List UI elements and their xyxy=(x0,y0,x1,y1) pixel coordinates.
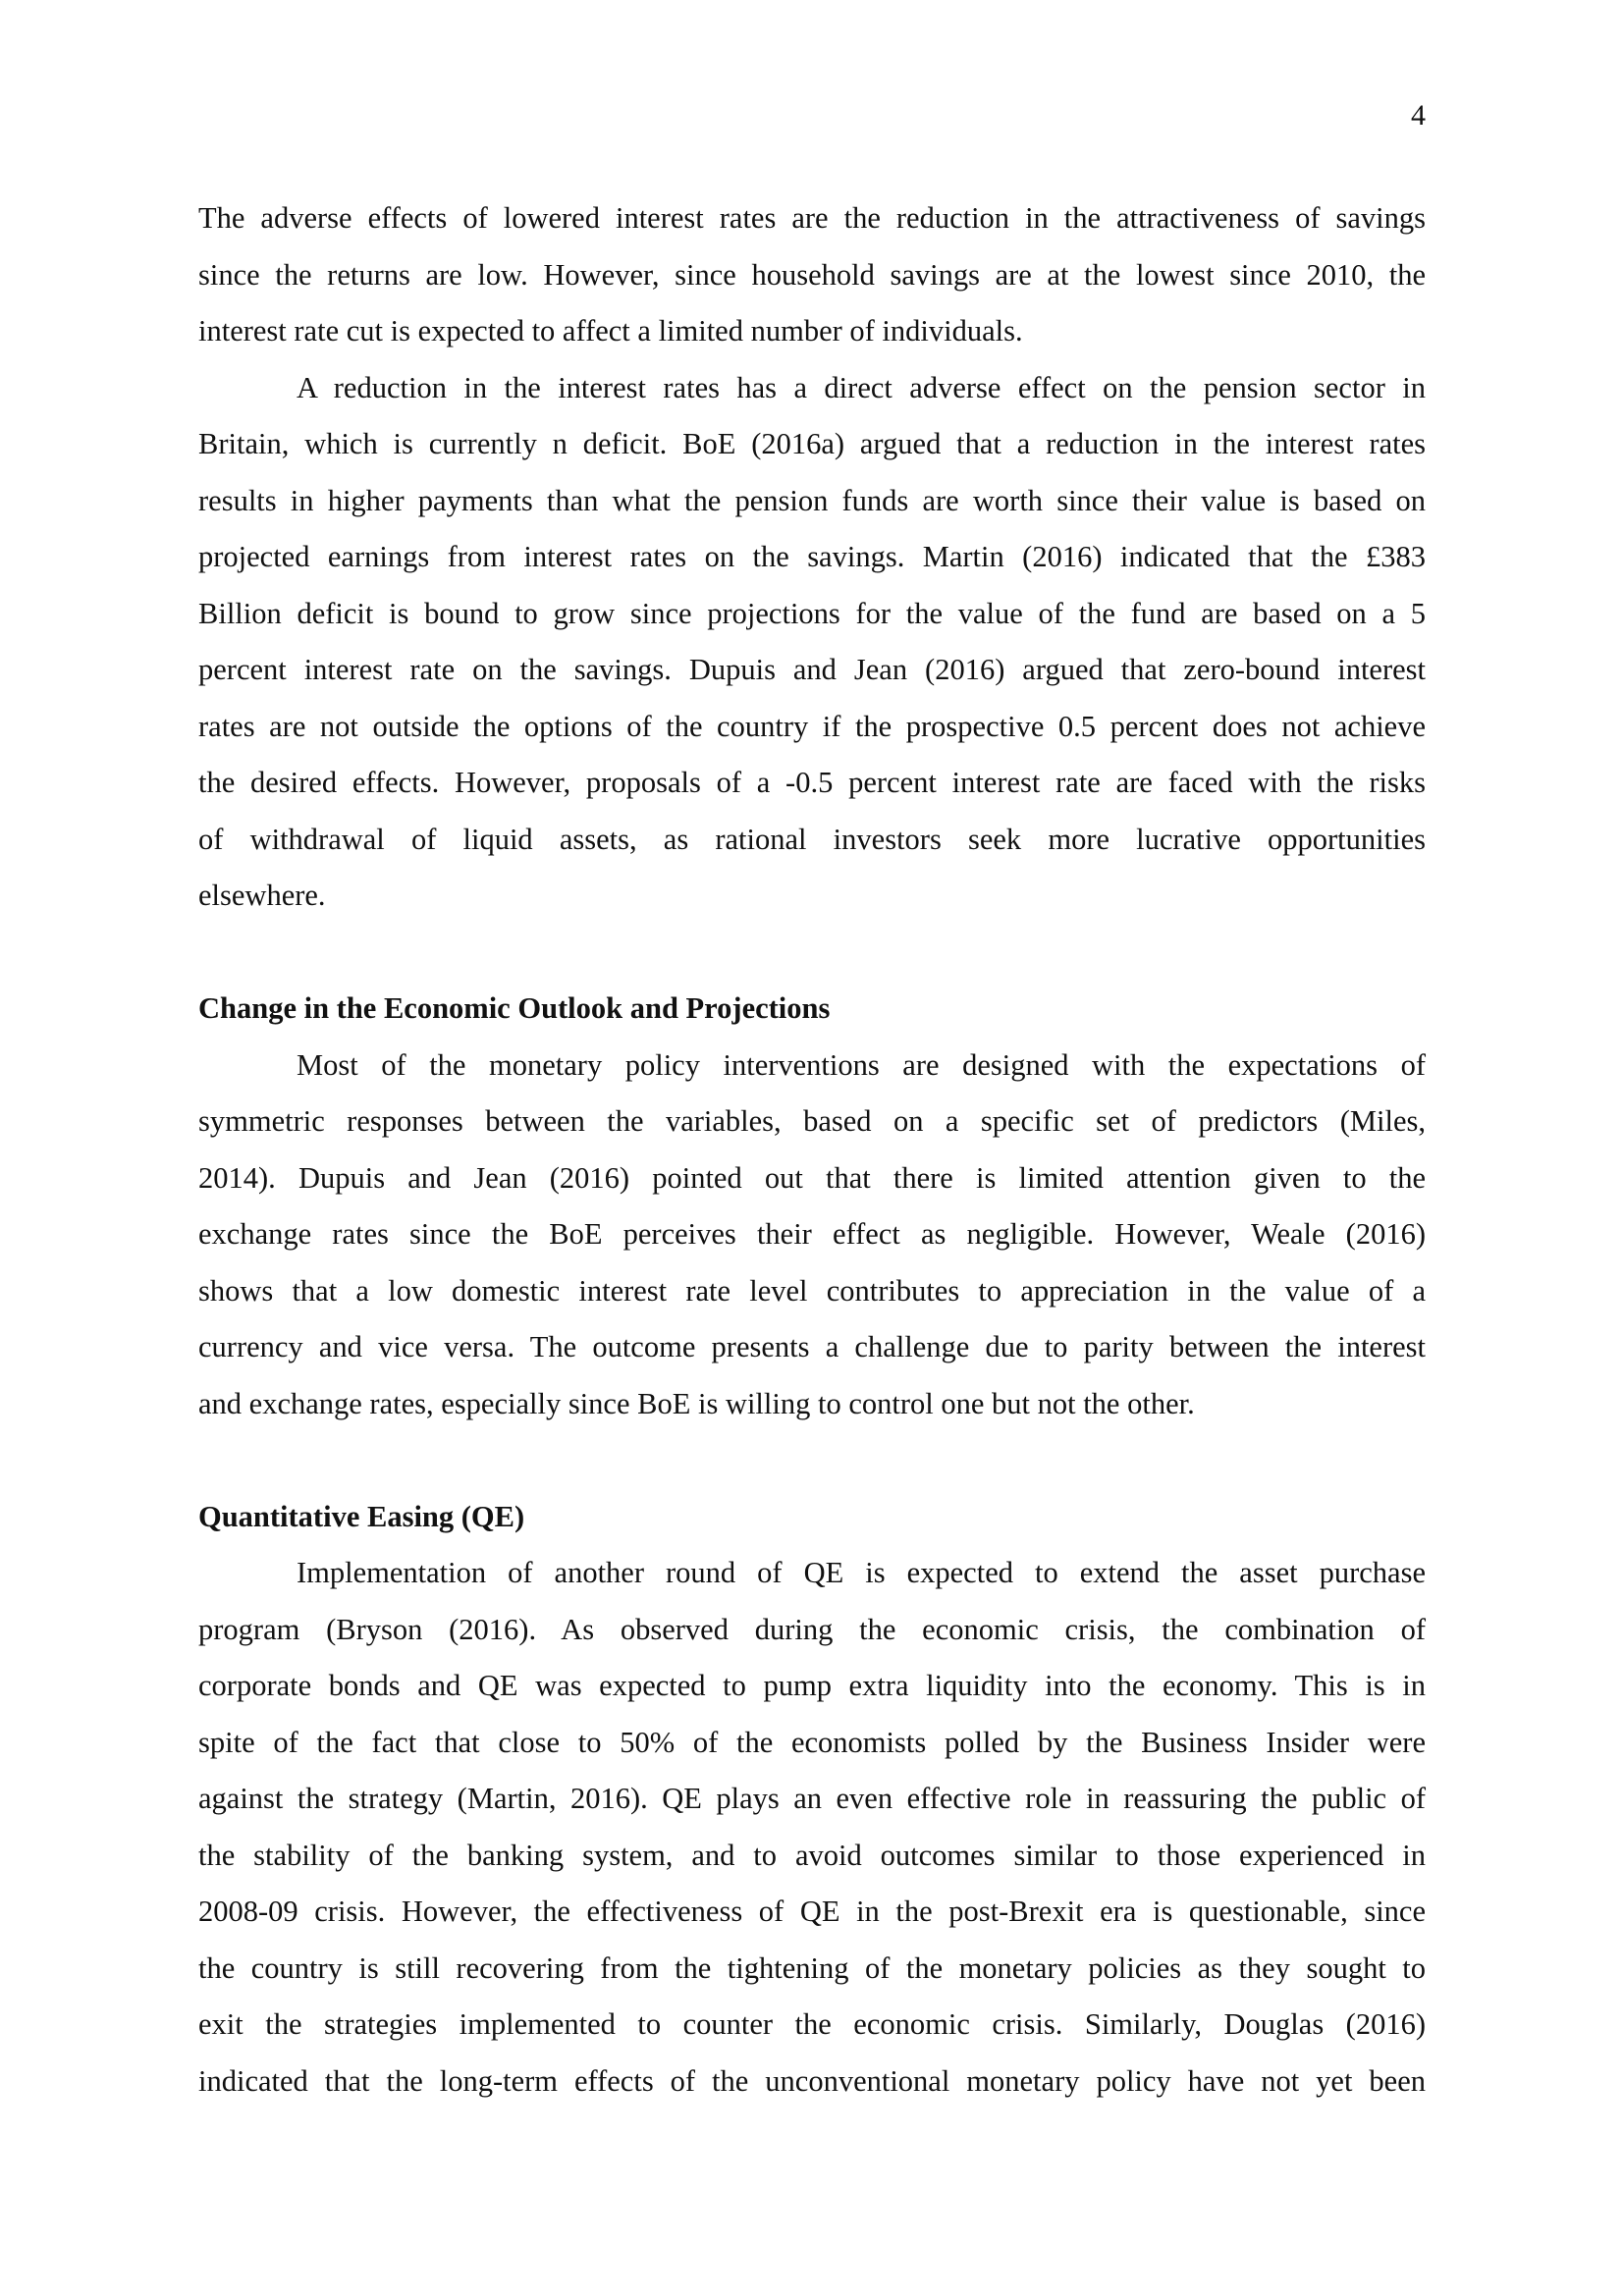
section-heading: Change in the Economic Outlook and Projections xyxy=(198,991,831,1025)
paragraph-line: the country is still recovering from the tightening of the monetary policies as they sought to xyxy=(198,1950,1426,1985)
paragraph-line: 2014). Dupuis and Jean (2016) pointed out that there is limited attention given to the xyxy=(198,1160,1426,1195)
paragraph-line: A reduction in the interest rates has a direct adverse effect on the pension sector in xyxy=(297,370,1426,404)
paragraph-line: Britain, which is currently n deficit. BoE (2016a) argued that a reduction in the interest rates xyxy=(198,427,1426,460)
paragraph-line: the stability of the banking system, and to avoid outcomes similar to those experienced in xyxy=(198,1838,1426,1872)
page-number: 4 xyxy=(1411,99,1426,132)
paragraph-line: since the returns are low. However, since household savings are at the lowest since 2010, the xyxy=(198,257,1426,292)
paragraph-line: program (Bryson (2016). As observed during the economic crisis, the combination of xyxy=(198,1612,1426,1646)
paragraph-line: corporate bonds and QE was expected to pump extra liquidity into the economy. This is in xyxy=(198,1669,1426,1702)
paragraph-line: exchange rates since the BoE perceives their effect as negligible. However, Weale (2016) xyxy=(198,1217,1426,1251)
paragraph-line: elsewhere. xyxy=(198,879,326,912)
paragraph-line: and exchange rates, especially since BoE is willing to control one but not the other. xyxy=(198,1386,1195,1420)
paragraph-line: currency and vice versa. The outcome presents a challenge due to parity between the interest xyxy=(198,1330,1426,1363)
section-heading: Quantitative Easing (QE) xyxy=(198,1499,525,1533)
paragraph-line: Most of the monetary policy interventions are designed with the expectations of xyxy=(297,1047,1426,1082)
paragraph-line: exit the strategies implemented to counter the economic crisis. Similarly, Douglas (2016) xyxy=(198,2007,1426,2041)
paragraph-line: shows that a low domestic interest rate level contributes to appreciation in the value of a xyxy=(198,1273,1426,1308)
paragraph-line: the desired effects. However, proposals of a -0.5 percent interest rate are faced with the risks xyxy=(198,766,1426,799)
paragraph-line: of withdrawal of liquid assets, as rational investors seek more lucrative opportunities xyxy=(198,822,1426,856)
paragraph-line: Implementation of another round of QE is expected to extend the asset purchase xyxy=(297,1556,1426,1589)
paragraph-line: symmetric responses between the variables, based on a specific set of predictors (Miles, xyxy=(198,1104,1426,1138)
paragraph-line: indicated that the long-term effects of the unconventional monetary policy have not yet been xyxy=(198,2063,1426,2098)
paragraph-line: 2008-09 crisis. However, the effectiveness of QE in the post-Brexit era is questionable, since xyxy=(198,1895,1426,1928)
paragraph-line: rates are not outside the options of the country if the prospective 0.5 percent does not achieve xyxy=(198,709,1426,743)
paragraph-line: percent interest rate on the savings. Dupuis and Jean (2016) argued that zero-bound interest xyxy=(198,653,1426,686)
paragraph-line: against the strategy (Martin, 2016). QE plays an even effective role in reassuring the public of xyxy=(198,1782,1426,1815)
paragraph-line: The adverse effects of lowered interest rates are the reduction in the attractiveness of savings xyxy=(198,201,1426,235)
paragraph-line: results in higher payments than what the pension funds are worth since their value is based on xyxy=(198,483,1426,517)
paragraph-line: spite of the fact that close to 50% of the economists polled by the Business Insider were xyxy=(198,1725,1426,1759)
paragraph-line: interest rate cut is expected to affect a limited number of individuals. xyxy=(198,314,1023,347)
paragraph-line: projected earnings from interest rates on the savings. Martin (2016) indicated that the £383 xyxy=(198,540,1426,573)
paragraph-line: Billion deficit is bound to grow since projections for the value of the fund are based on a 5 xyxy=(198,596,1426,630)
